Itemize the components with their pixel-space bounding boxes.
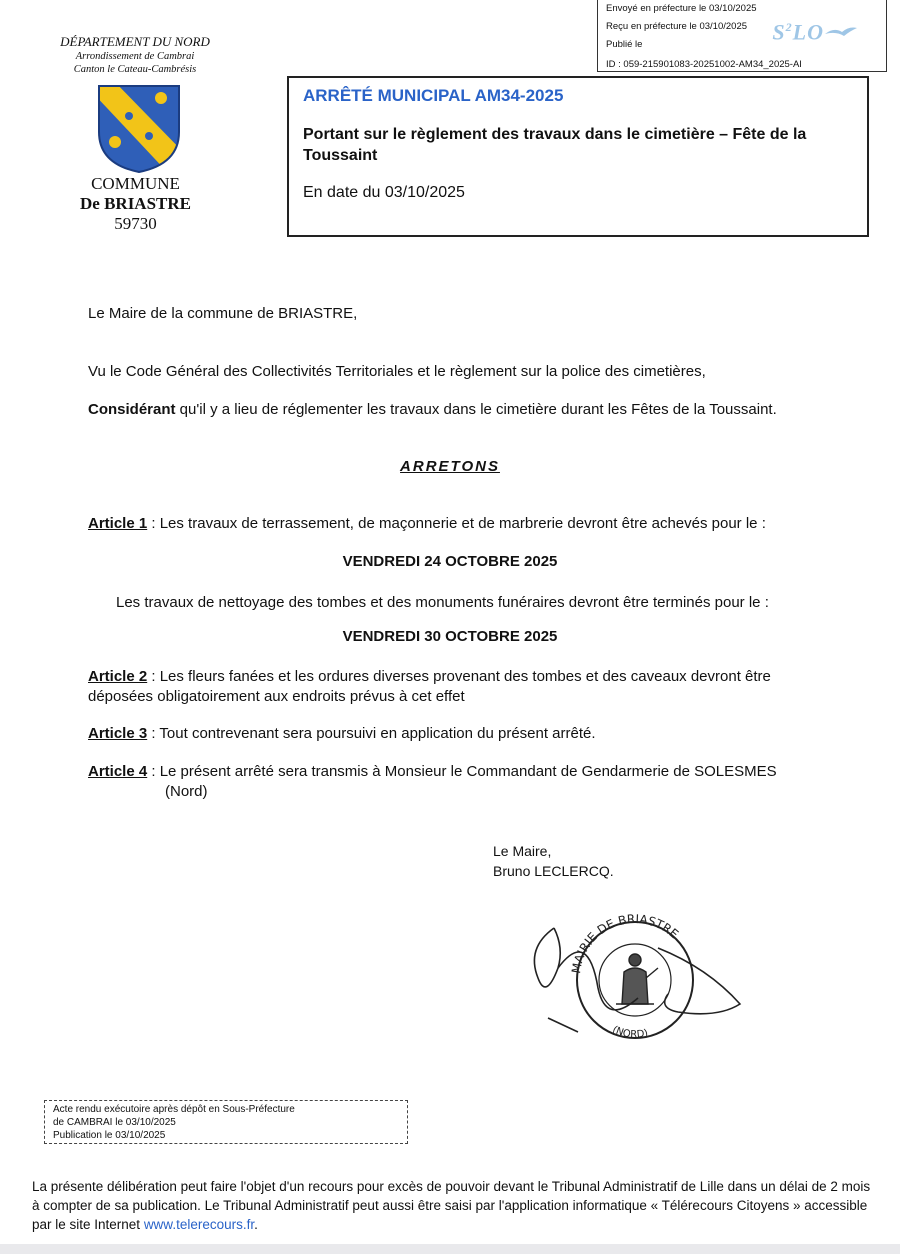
article-3-text: : Tout contrevenant sera poursuivi en application du présent arrêté. — [147, 725, 596, 742]
article-4-text-2: (Nord) — [165, 783, 208, 800]
slo-logo: $S^2LO$ — [772, 17, 858, 42]
article-2 — [88, 667, 771, 707]
article-1 — [88, 514, 766, 534]
arretons-text: ARRETONS — [400, 458, 500, 475]
department-header — [40, 34, 230, 76]
date-1: VENDREDI 24 OCTOBRE 2025 — [342, 553, 558, 570]
mayor-name: Bruno LECLERCQ. — [493, 863, 614, 879]
decree-title-box — [287, 76, 869, 237]
article-2-text: : Les fleurs fanées et les ordures diverses provenant des tombes et des caveaux devront être — [147, 668, 771, 685]
decree-subject: Portant sur le règlement des travaux dans le cimetière – Fête de la Toussaint — [303, 126, 807, 164]
intro-line: Le Maire de la commune de BRIASTRE, — [88, 305, 358, 322]
appeal-text: La présente délibération peut faire l'objet d'un recours pour excès de pouvoir devant le Tribunal Administratif de Lille dans un délai de 2 mois à compter de sa publication. Le Tribunal Administratif peut aussi être saisi par l'application informatique « Télérecours Citoyens » accessible par le site Internet — [32, 1179, 871, 1232]
considerant-text: qu'il y a lieu de réglementer les travaux dans le cimetière durant les Fêtes de la Toussaint. — [175, 401, 777, 418]
execution-line-1: Acte rendu exécutoire après dépôt en Sous-Préfecture — [53, 1104, 295, 1115]
prefecture-id: ID : 059-215901083-20251002-AM34_2025-AI — [606, 59, 802, 70]
arretons-heading — [0, 458, 900, 475]
commune-postcode: 59730 — [114, 214, 157, 233]
considerant-line — [88, 400, 777, 420]
seal-top-text: MAIRIE DE BRIASTRE — [569, 911, 682, 975]
seal-bottom-text: (NORD) — [610, 1024, 650, 1041]
appeal-notice — [32, 1177, 872, 1234]
prefecture-stamp — [597, 0, 887, 72]
canton: Canton le Cateau-Cambrésis — [73, 64, 197, 75]
prefecture-published: Publié le — [606, 39, 643, 50]
considerant-label: Considérant — [88, 401, 176, 418]
arrondissement: Arrondissement de Cambrai — [75, 51, 195, 62]
article-2-label: Article 2 — [88, 668, 148, 685]
commune-name: De BRIASTRE — [80, 194, 191, 213]
department-name: DÉPARTEMENT DU NORD — [60, 34, 210, 49]
prefecture-sent: Envoyé en préfecture le 03/10/2025 — [606, 3, 757, 14]
article-3-label: Article 3 — [88, 725, 148, 742]
decree-date: En date du 03/10/2025 — [303, 184, 465, 201]
article-4-text: : Le présent arrêté sera transmis à Monsieur le Commandant de Gendarmerie de SOLESMES — [147, 763, 777, 780]
article-1-text: : Les travaux de terrassement, de maçonnerie et de marbrerie devront être achevés pour le : — [147, 515, 766, 532]
article-4-label: Article 4 — [88, 763, 148, 780]
slo-bird-icon — [824, 25, 858, 39]
execution-line-3: Publication le 03/10/2025 — [53, 1130, 166, 1141]
article-1-label: Article 1 — [88, 515, 148, 532]
article-4 — [88, 762, 777, 802]
mayor-seal-signature — [518, 908, 748, 1048]
execution-stamp — [44, 1100, 408, 1144]
telerecours-link[interactable]: www.telerecours.fr — [143, 1217, 255, 1232]
appeal-text-end: . — [254, 1217, 258, 1232]
decree-reference: ARRÊTÉ MUNICIPAL AM34-2025 — [303, 86, 564, 105]
seal-figure-icon — [616, 954, 658, 1004]
article-2-text-2: déposées obligatoirement aux endroits prévus à cet effet — [88, 688, 465, 705]
date-2: VENDREDI 30 OCTOBRE 2025 — [342, 628, 558, 645]
prefecture-received: Reçu en préfecture le 03/10/2025 — [606, 21, 748, 32]
bottom-edge — [0, 1244, 900, 1254]
execution-line-2: de CAMBRAI le 03/10/2025 — [53, 1117, 176, 1128]
mayor-role: Le Maire, — [493, 843, 552, 859]
commune-block — [58, 174, 213, 234]
signature-block — [493, 841, 614, 881]
vu-line: Vu le Code Général des Collectivités Territoriales et le règlement sur la police des cimetières, — [88, 363, 706, 380]
article-3 — [88, 724, 596, 744]
nettoyage-line: Les travaux de nettoyage des tombes et des monuments funéraires devront être terminés pour le : — [116, 594, 769, 611]
commune-label: COMMUNE — [91, 174, 180, 193]
coat-of-arms-icon — [97, 84, 181, 174]
